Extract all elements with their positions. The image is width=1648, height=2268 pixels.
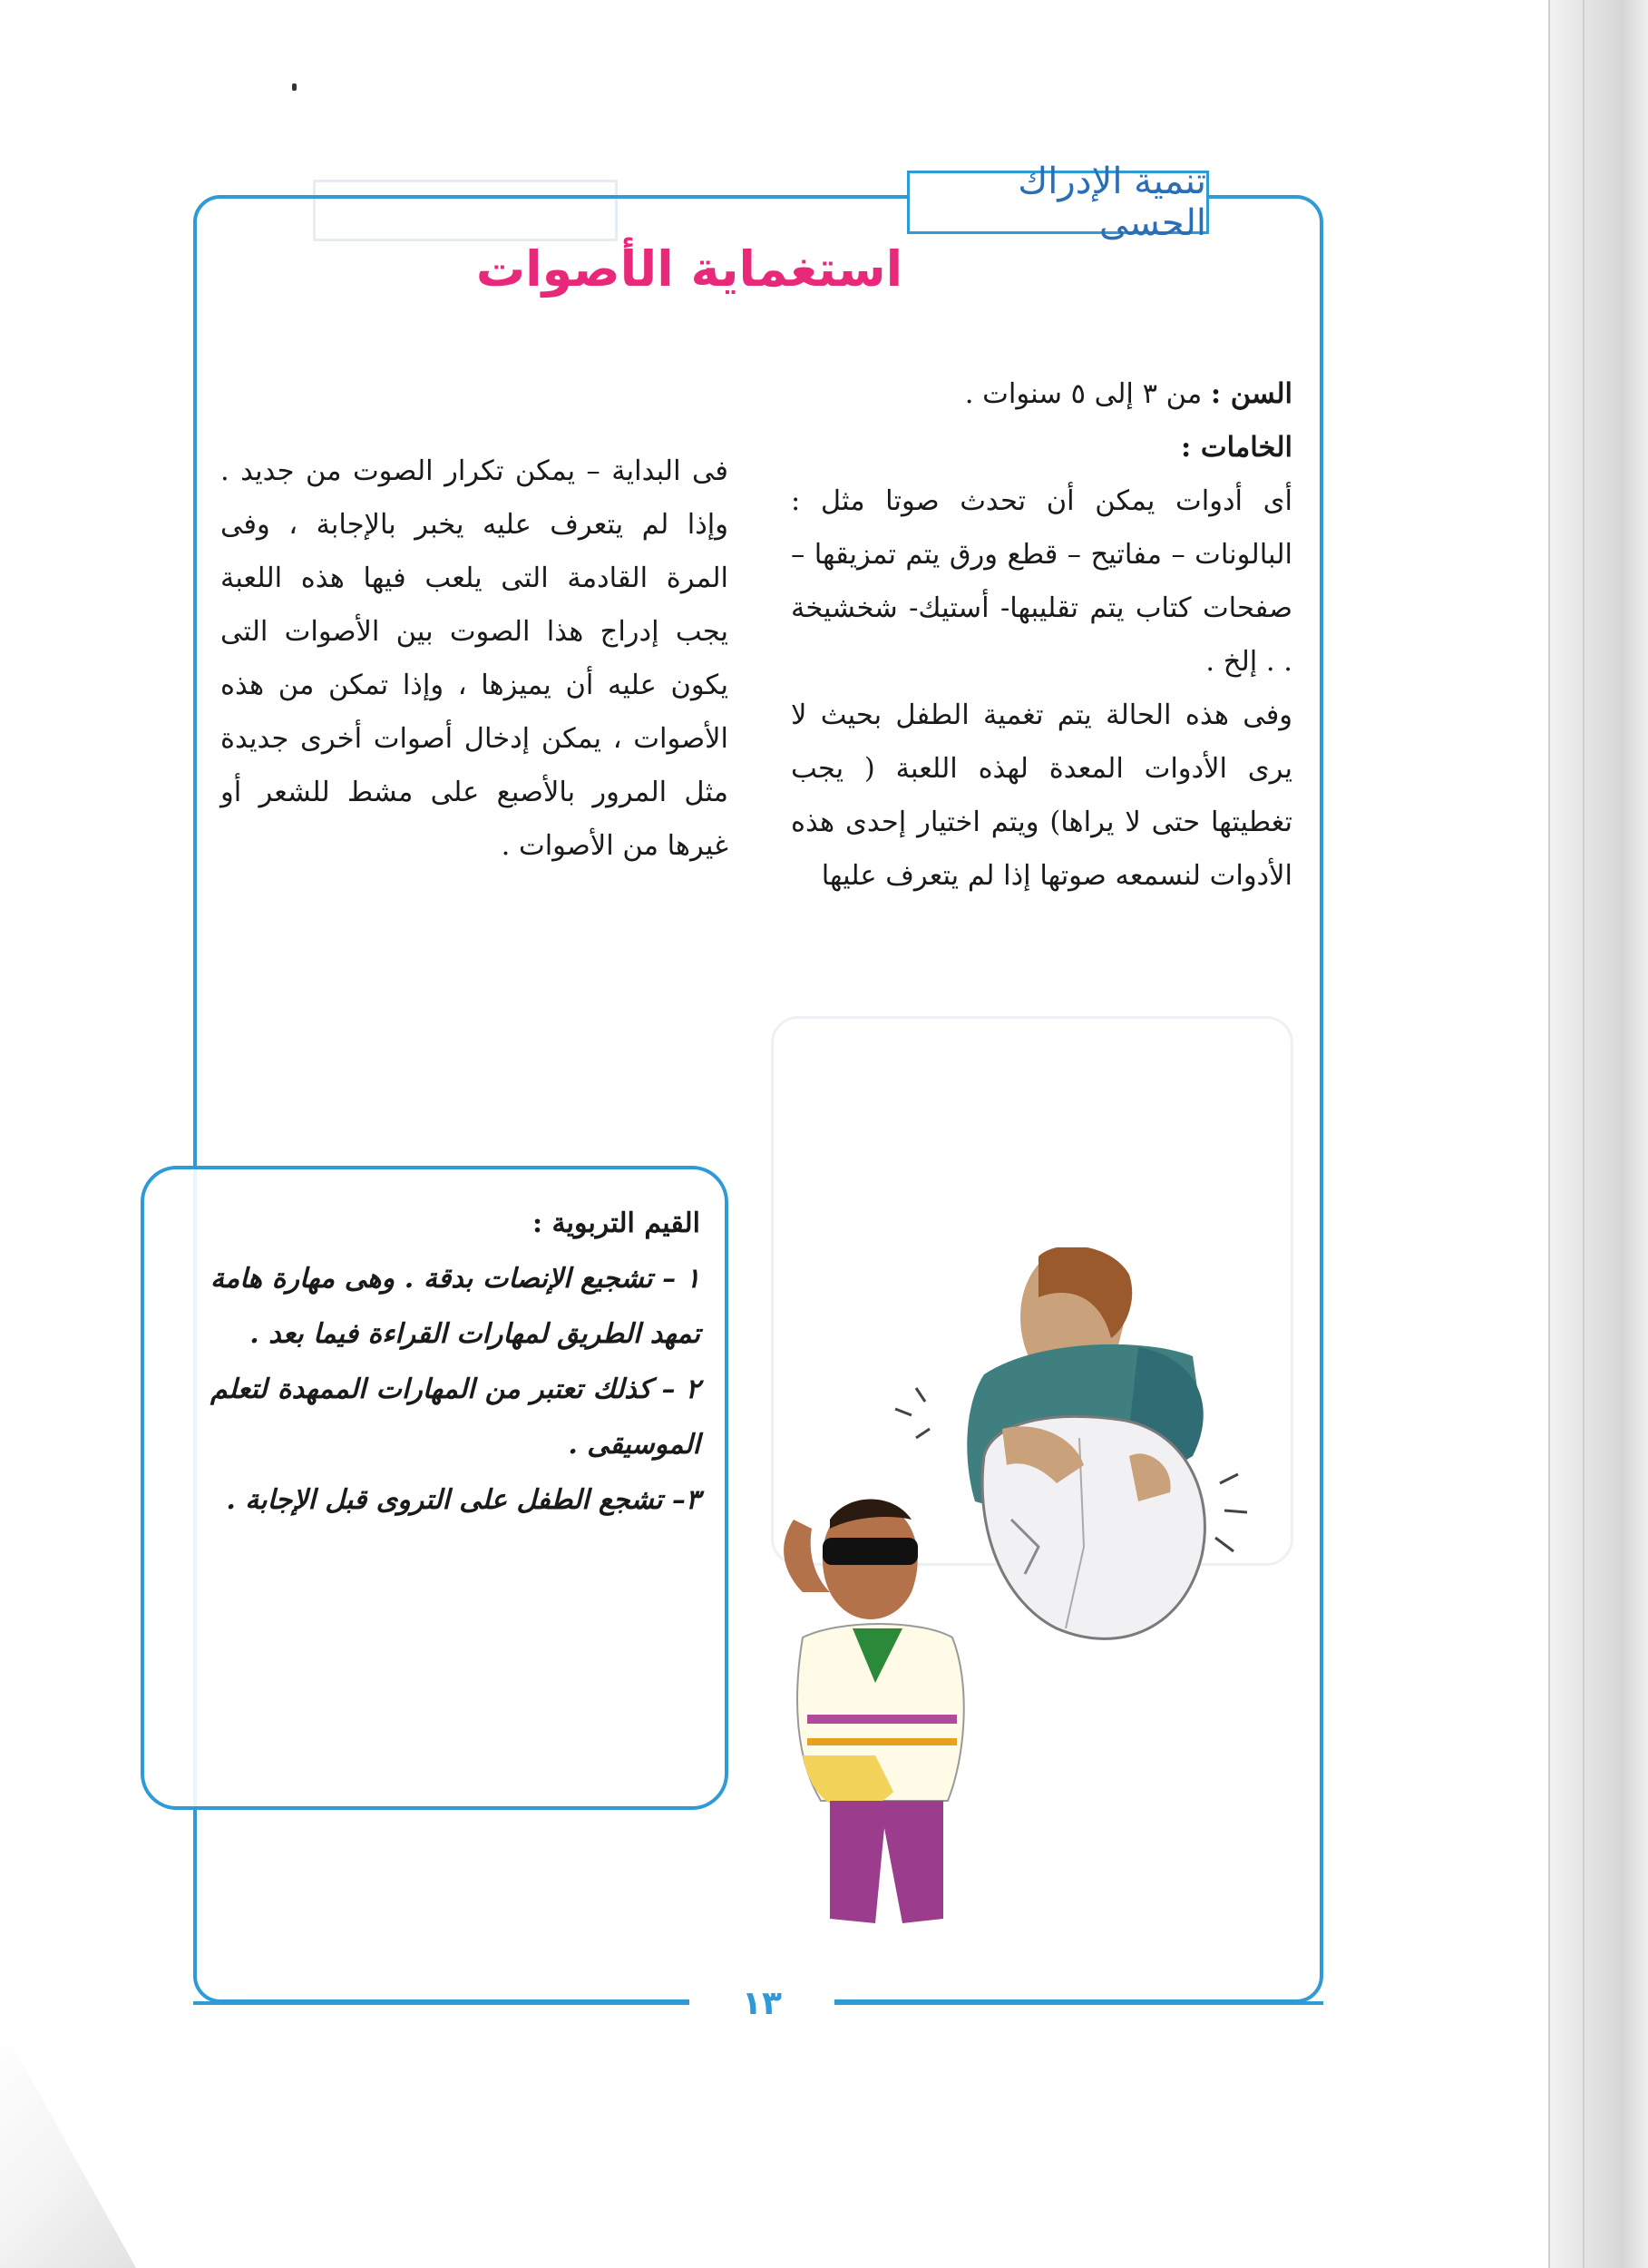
blindfold (823, 1538, 918, 1565)
sound-marks (1215, 1474, 1247, 1551)
footer-rule (821, 2001, 1323, 2005)
spine-edge-line (1548, 0, 1550, 2268)
child-figure (784, 1500, 964, 1924)
educational-value-item: ٣– تشجع الطفل على التروى قبل الإجابة . (226, 1484, 700, 1516)
spine-edge-line (1583, 0, 1585, 2268)
educational-values-heading: القيم التربوية : (532, 1207, 700, 1239)
age-value: من ٣ إلى ٥ سنوات . (964, 378, 1211, 410)
materials-label: الخامات : (1181, 431, 1292, 464)
left-column (220, 445, 728, 873)
book-spine (1548, 0, 1648, 2268)
section-tag (907, 161, 1209, 244)
page-number: ١٣ (742, 1984, 782, 2022)
children-illustration (766, 1247, 1292, 1982)
paper-speck (292, 83, 297, 91)
section-tag-label: تنمية الإدراك الحسى (1018, 161, 1206, 244)
folded-corner (0, 2023, 136, 2268)
procedure-paragraph: وفى هذه الحالة يتم تغمية الطفل بحيث لا يرى الأدوات المعدة لهذه اللعبة ( يجب تغطيتها حتى لا يراها) ويتم اختيار إحدى هذه الأدوات لنسمعه صوتها إذا لم يتعرف عليها (791, 699, 1292, 892)
educational-value-item: ٢ – كذلك تعتبر من المهارات الممهدة لتعلم الموسيقى . (210, 1374, 700, 1461)
continuation-paragraph: فى البداية – يمكن تكرار الصوت من جديد . وإذا لم يتعرف عليه يخبر بالإجابة ، وفى المرة القادمة التى يلعب فيها هذه اللعبة يجب إدراج هذا الصوت بين الأصوات التى يكون عليه أن يميزها ، وإذا تمكن من هذه الأصوات ، يمكن إدخال أصوات أخرى جديدة مثل المرور بالأصبع على مشط للشعر أو غيرها من الأصوات . (220, 455, 728, 862)
age-line (791, 367, 1292, 421)
page-number-badge (689, 1980, 834, 2026)
page-title: استغماية الأصوات (475, 240, 903, 298)
sound-marks (895, 1388, 930, 1438)
materials-paragraph: أى أدوات يمكن أن تحدث صوتا مثل : البالونات – مفاتيح – قطع ورق يتم تمزيقها – صفحات كتاب يتم تقليبها- أستيك- شخشيخة . . إلخ . (791, 485, 1292, 678)
footer-rule (193, 2001, 701, 2005)
educational-value-item: ١ – تشجيع الإنصات بدقة . وهى مهارة هامة تمهد الطريق لمهارات القراءة فيما بعد . (210, 1263, 700, 1350)
age-label: السن : (1210, 377, 1292, 410)
right-column (791, 367, 1292, 903)
educational-values (210, 1196, 700, 1528)
child-pants (830, 1801, 943, 1923)
